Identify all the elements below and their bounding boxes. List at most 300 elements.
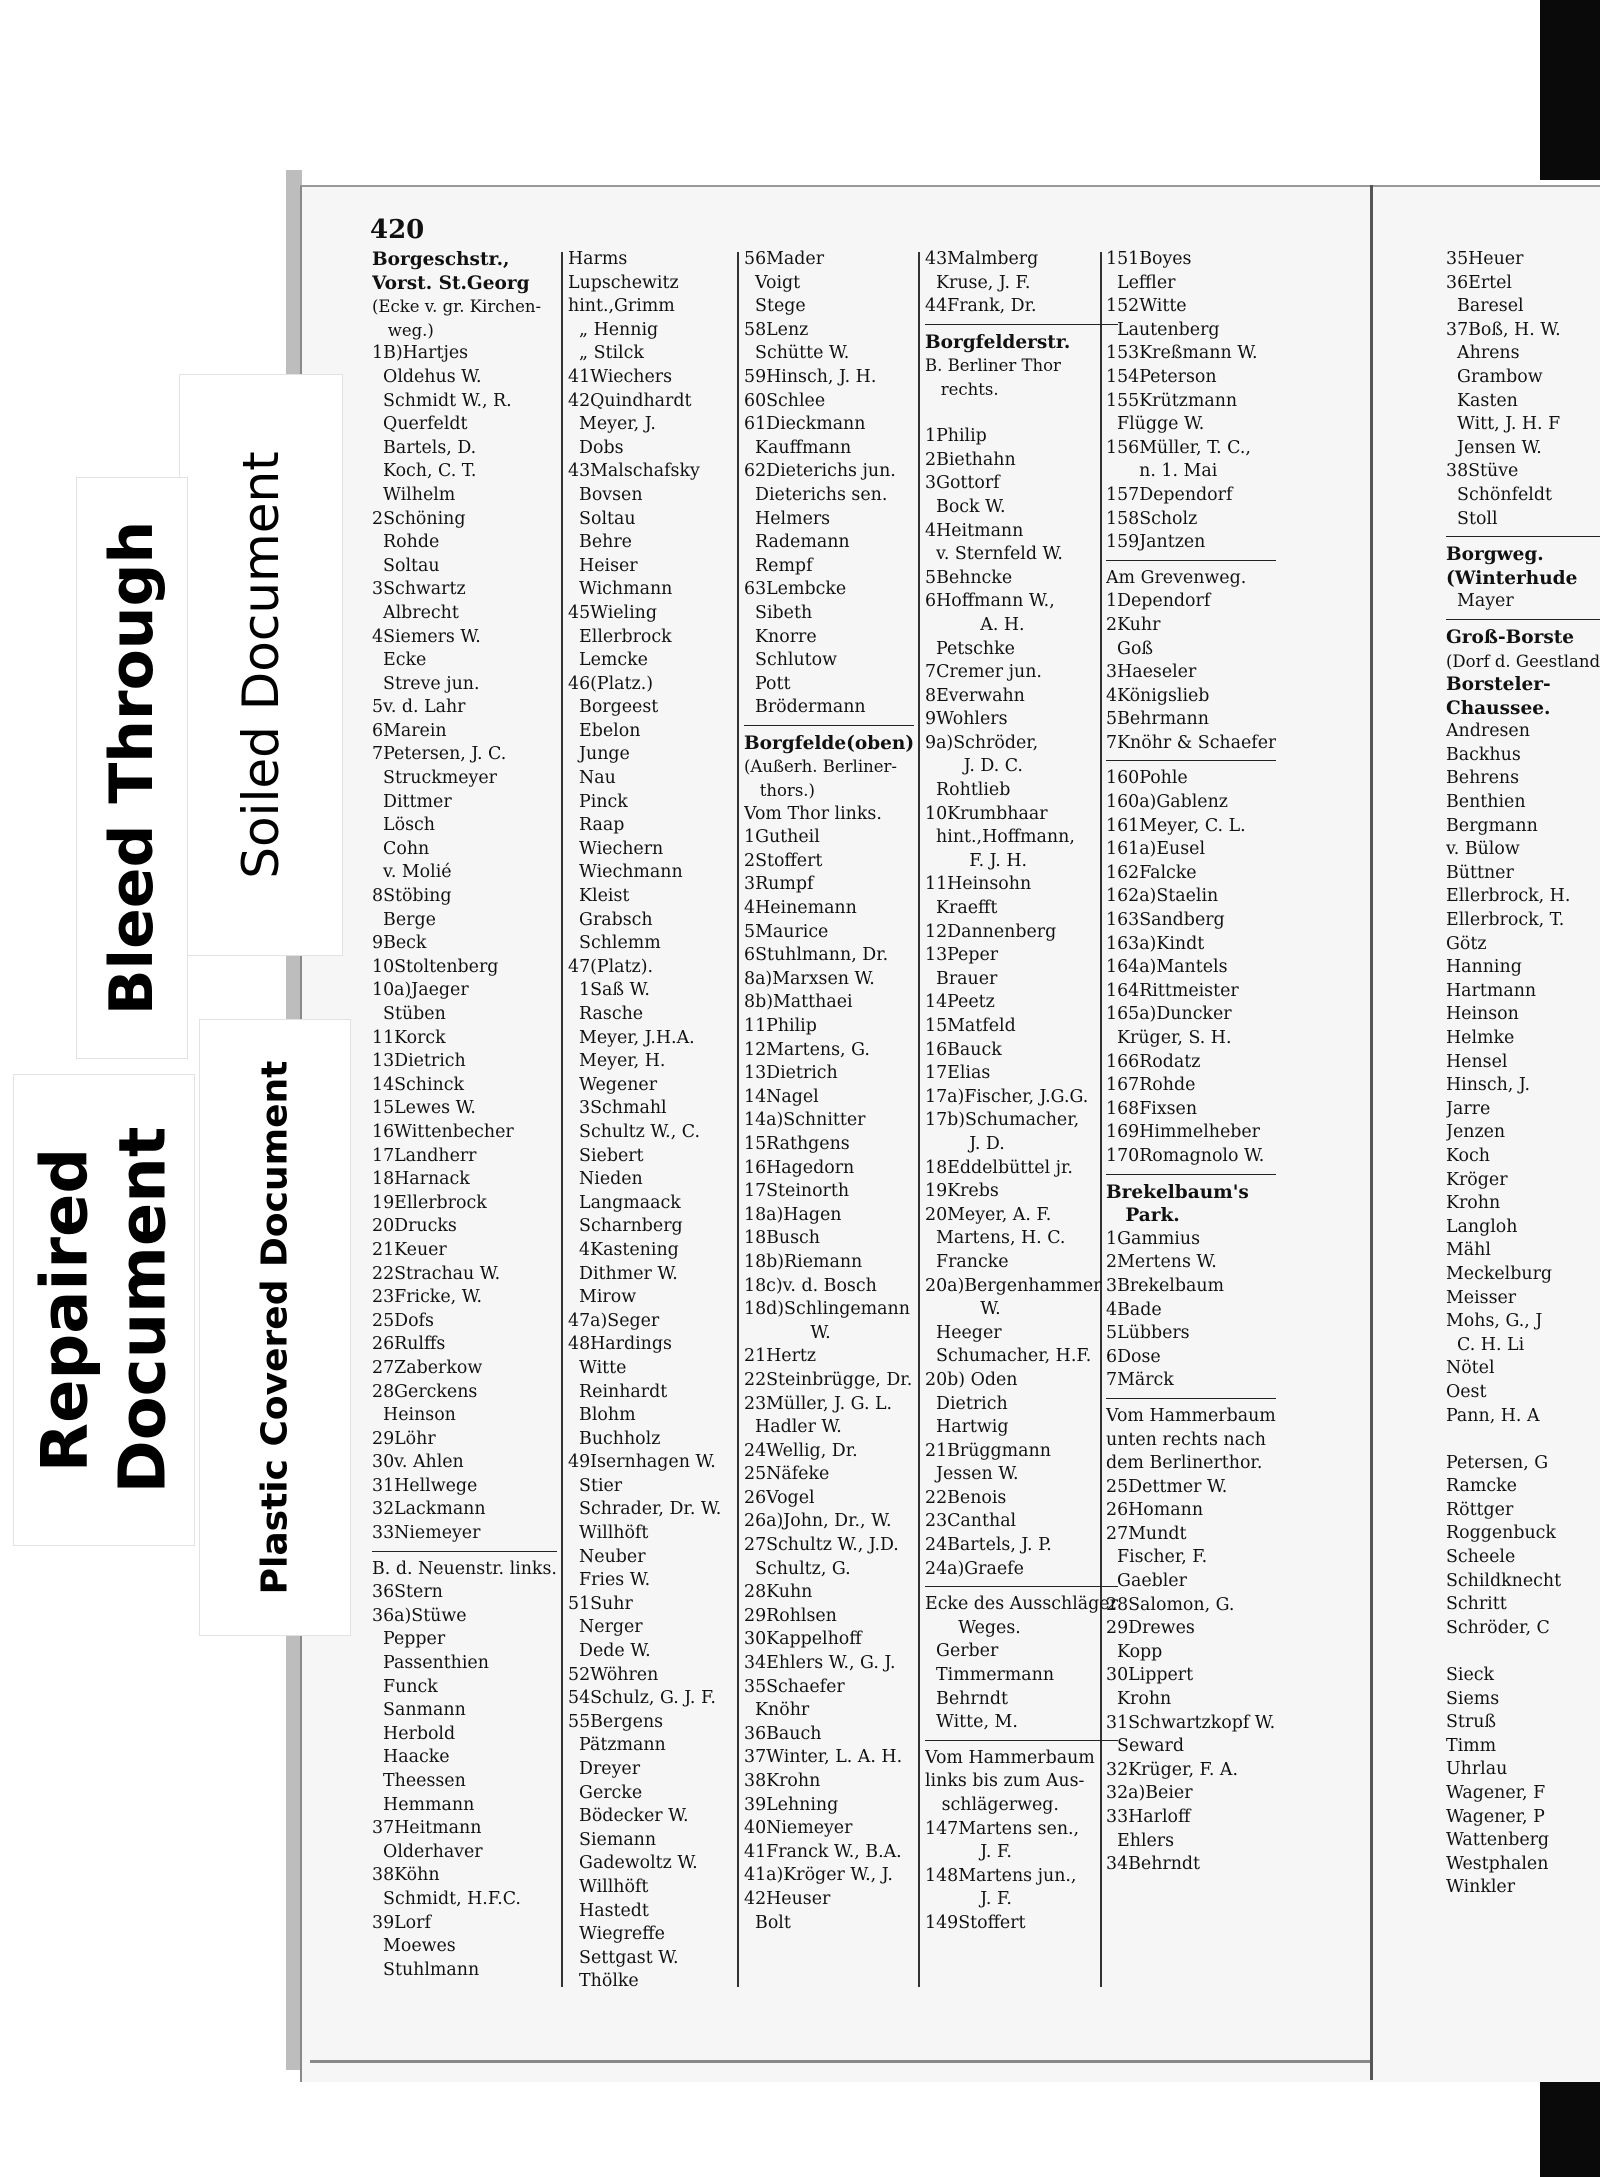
directory-entry: 31Hellwege bbox=[372, 1475, 478, 1496]
directory-entry: 56Mader bbox=[744, 249, 825, 269]
directory-entry: 35Schaefer bbox=[744, 1676, 845, 1697]
directory-entry: Wiechern bbox=[568, 838, 664, 859]
directory-entry: Rohtlieb bbox=[925, 780, 1011, 801]
directory-entry: 43Malmberg bbox=[925, 249, 1039, 269]
section-rule bbox=[925, 1586, 1118, 1587]
directory-entry: Harms bbox=[568, 249, 628, 269]
directory-entry: Kröger bbox=[1446, 1169, 1508, 1190]
directory-entry: Funck bbox=[372, 1676, 438, 1697]
directory-entry: 11Heinsohn bbox=[925, 874, 1032, 895]
directory-entry: Hensel bbox=[1446, 1051, 1508, 1072]
directory-entry: Theessen bbox=[372, 1771, 466, 1791]
directory-entry: 28Kuhn bbox=[744, 1582, 813, 1603]
directory-entry: Grabsch bbox=[568, 909, 653, 930]
directory-entry: 152Witte bbox=[1106, 296, 1187, 317]
column-rule bbox=[737, 252, 739, 1987]
directory-entry: 29Löhr bbox=[372, 1428, 436, 1449]
directory-entry: Schlemm bbox=[568, 933, 661, 954]
directory-entry: Meyer, H. bbox=[568, 1051, 666, 1072]
directory-entry: 36Stern bbox=[372, 1582, 443, 1603]
directory-entry: Nerger bbox=[568, 1617, 643, 1638]
directory-entry: 4Heinemann bbox=[744, 898, 857, 919]
directory-entry: Hemmann bbox=[372, 1794, 475, 1815]
directory-entry: Schröder, C bbox=[1446, 1617, 1550, 1638]
directory-entry: 3Gottorf bbox=[925, 473, 1000, 494]
directory-entry: 41Wiechers bbox=[568, 366, 673, 387]
directory-entry: 21Brüggmann bbox=[925, 1440, 1051, 1461]
directory-entry: 21Keuer bbox=[372, 1239, 447, 1260]
directory-entry: Schildknecht bbox=[1446, 1570, 1562, 1591]
directory-entry: Nieden bbox=[568, 1169, 643, 1190]
directory-entry: J. F. bbox=[925, 1889, 1012, 1910]
directory-entry: Baresel bbox=[1446, 296, 1524, 317]
directory-column bbox=[925, 248, 1118, 1936]
directory-entry: 36Bauch bbox=[744, 1723, 822, 1744]
directory-entry: 149Stoffert bbox=[925, 1912, 1026, 1933]
directory-entry: Witte bbox=[568, 1357, 627, 1378]
label-repaired-line2: Document bbox=[106, 1126, 180, 1494]
directory-entry: 11Philip bbox=[744, 1016, 817, 1036]
directory-entry: 37Boß, H. W. bbox=[1446, 319, 1561, 340]
directory-entry: 26Rulffs bbox=[372, 1334, 446, 1355]
directory-entry: Ellerbrock, H. bbox=[1446, 886, 1571, 907]
directory-entry: Hartwig bbox=[925, 1417, 1009, 1438]
directory-entry: 41Franck W., B.A. bbox=[744, 1841, 902, 1862]
directory-entry: Blohm bbox=[568, 1405, 636, 1426]
directory-entry: Willhöft bbox=[568, 1876, 649, 1897]
directory-entry: 37Heitmann bbox=[372, 1818, 482, 1839]
directory-entry: 54Schulz, G. J. F. bbox=[568, 1688, 716, 1709]
directory-entry: rechts. bbox=[925, 379, 999, 399]
directory-entry: Hastedt bbox=[568, 1900, 649, 1921]
directory-entry: Mayer bbox=[1446, 591, 1514, 612]
directory-entry: 1Gammius bbox=[1106, 1228, 1200, 1249]
directory-entry: 20b) Oden bbox=[925, 1369, 1018, 1390]
directory-entry: 18Busch bbox=[744, 1228, 820, 1249]
binding-strip-top bbox=[1540, 0, 1600, 180]
directory-entry bbox=[1446, 1640, 1600, 1664]
directory-entry: 165a)Duncker bbox=[1106, 1004, 1232, 1025]
directory-entry: Helmers bbox=[744, 508, 831, 529]
directory-entry: 25Näfeke bbox=[744, 1464, 830, 1485]
directory-entry: Ecke bbox=[372, 650, 427, 671]
directory-entry: hint.,Grimm bbox=[568, 296, 675, 317]
directory-entry: 8a)Marxsen W. bbox=[744, 968, 875, 989]
directory-entry: Willhöft bbox=[568, 1523, 649, 1544]
directory-entry: 25Dettmer W. bbox=[1106, 1476, 1228, 1497]
directory-entry: 2Mertens W. bbox=[1106, 1252, 1217, 1273]
directory-entry: 44Frank, Dr. bbox=[925, 296, 1037, 317]
directory-entry: 28Gerckens bbox=[372, 1381, 478, 1402]
directory-entry: Mohs, G., J bbox=[1446, 1311, 1543, 1332]
directory-entry: Pann, H. A bbox=[1446, 1405, 1540, 1426]
directory-entry: Reinhardt bbox=[568, 1381, 668, 1402]
directory-entry: Wattenberg bbox=[1446, 1830, 1550, 1851]
directory-entry: 155Krützmann bbox=[1106, 390, 1238, 411]
directory-entry bbox=[1446, 1428, 1600, 1452]
directory-entry: 46(Platz.) bbox=[568, 673, 654, 694]
street-heading: Borsteler- bbox=[1446, 674, 1551, 696]
directory-entry: 25Dofs bbox=[372, 1310, 434, 1331]
directory-entry: 166Rodatz bbox=[1106, 1051, 1201, 1072]
directory-entry: Rempf bbox=[744, 555, 813, 576]
directory-entry: Thölke bbox=[568, 1971, 639, 1992]
directory-entry: 8Stöbing bbox=[372, 886, 452, 907]
directory-entry: 14Nagel bbox=[744, 1086, 819, 1107]
directory-entry: Ebelon bbox=[568, 720, 641, 741]
directory-entry: Sieck bbox=[1446, 1665, 1495, 1686]
directory-entry: Bock W. bbox=[925, 496, 1006, 517]
directory-entry: Winkler bbox=[1446, 1877, 1516, 1898]
directory-entry: 161Meyer, C. L. bbox=[1106, 815, 1246, 836]
directory-entry: 47(Platz). bbox=[568, 956, 654, 977]
directory-entry: 23Canthal bbox=[925, 1511, 1017, 1532]
directory-entry: 7Cremer jun. bbox=[925, 662, 1042, 683]
directory-entry: 18Eddelbüttel jr. bbox=[925, 1157, 1073, 1178]
street-heading: Borgeschstr., bbox=[372, 249, 510, 270]
directory-column bbox=[372, 248, 557, 1982]
directory-entry: Gadewoltz W. bbox=[568, 1853, 698, 1874]
directory-entry: C. H. Li bbox=[1446, 1334, 1525, 1355]
directory-entry: Scharnberg bbox=[568, 1216, 683, 1237]
directory-entry: Pätzmann bbox=[568, 1735, 666, 1756]
directory-entry: Flügge W. bbox=[1106, 414, 1205, 435]
directory-entry: 62Dieterichs jun. bbox=[744, 461, 896, 482]
street-heading: Borgfelde(oben) bbox=[744, 732, 915, 754]
directory-entry: Backhus bbox=[1446, 744, 1521, 765]
directory-entry: dem Berlinerthor. bbox=[1106, 1453, 1263, 1474]
directory-entry: Grambow bbox=[1446, 366, 1543, 387]
directory-entry: Dobs bbox=[568, 437, 624, 458]
directory-entry: A. H. bbox=[925, 614, 1025, 635]
directory-entry: B. d. Neuenstr. links. bbox=[372, 1558, 557, 1579]
directory-entry: Schultz, G. bbox=[744, 1558, 851, 1579]
directory-entry: Hadler W. bbox=[744, 1417, 842, 1438]
directory-entry: Struß bbox=[1446, 1712, 1497, 1733]
directory-entry: 164Rittmeister bbox=[1106, 980, 1239, 1001]
directory-entry: 18b)Riemann bbox=[744, 1251, 863, 1272]
directory-entry: 1Saß W. bbox=[568, 980, 650, 1001]
directory-entry: 24Bartels, J. P. bbox=[925, 1535, 1052, 1556]
directory-entry: Lösch bbox=[372, 815, 435, 836]
directory-entry: Struckmeyer bbox=[372, 768, 497, 789]
directory-entry: Wiegreffe bbox=[568, 1924, 665, 1945]
directory-entry: Nötel bbox=[1446, 1358, 1495, 1379]
directory-entry: Nau bbox=[568, 768, 616, 789]
directory-entry: Brauer bbox=[925, 968, 998, 989]
directory-entry: 51Suhr bbox=[568, 1593, 633, 1614]
directory-entry: Gerber bbox=[925, 1641, 999, 1662]
directory-entry: 32a)Beier bbox=[1106, 1783, 1193, 1804]
directory-entry: 21Hertz bbox=[744, 1346, 817, 1367]
directory-entry: 156Müller, T. C., bbox=[1106, 437, 1251, 458]
directory-entry: 8Everwahn bbox=[925, 685, 1025, 706]
directory-entry: 49Isernhagen W. bbox=[568, 1452, 716, 1473]
directory-entry: Sanmann bbox=[372, 1700, 466, 1721]
directory-entry: Dieterichs sen. bbox=[744, 484, 888, 505]
directory-entry: Buchholz bbox=[568, 1428, 661, 1449]
section-rule bbox=[1106, 560, 1276, 561]
directory-entry: Heeger bbox=[925, 1322, 1002, 1343]
directory-entry: Knöhr bbox=[744, 1700, 810, 1721]
directory-column bbox=[1446, 248, 1600, 1900]
directory-entry: Jarre bbox=[1446, 1098, 1491, 1119]
directory-entry: Sibeth bbox=[744, 602, 813, 623]
directory-entry: Wilhelm bbox=[372, 484, 456, 505]
directory-entry: 7Petersen, J. C. bbox=[372, 744, 507, 765]
directory-entry: Dede W. bbox=[568, 1641, 651, 1662]
directory-entry: 158Scholz bbox=[1106, 508, 1198, 529]
section-rule bbox=[744, 725, 914, 726]
directory-entry: v. Sternfeld W. bbox=[925, 544, 1063, 565]
directory-entry: 29Rohlsen bbox=[744, 1605, 837, 1626]
directory-entry: 33Niemeyer bbox=[372, 1523, 481, 1544]
directory-entry: Dithmer W. bbox=[568, 1263, 678, 1284]
directory-entry: 160Pohle bbox=[1106, 768, 1188, 789]
directory-column bbox=[1106, 248, 1276, 1877]
directory-entry: 7Knöhr & Schaefer bbox=[1106, 732, 1277, 753]
directory-entry: 48Hardings bbox=[568, 1334, 672, 1355]
directory-entry: (Ecke v. gr. Kirchen- bbox=[372, 297, 542, 317]
street-heading: Borgweg. bbox=[1446, 544, 1544, 566]
directory-entry: Jenzen bbox=[1446, 1122, 1506, 1143]
section-rule bbox=[1106, 760, 1276, 761]
directory-entry: Ellerbrock bbox=[568, 626, 672, 647]
directory-entry: 169Himmelheber bbox=[1106, 1122, 1260, 1143]
directory-entry: 8b)Matthaei bbox=[744, 992, 853, 1013]
directory-entry: Pinck bbox=[568, 791, 628, 812]
directory-entry: 11Korck bbox=[372, 1027, 446, 1048]
street-heading: Vorst. St.Georg bbox=[372, 272, 530, 294]
directory-entry: Meyer, J.H.A. bbox=[568, 1027, 695, 1048]
directory-entry: 24Wellig, Dr. bbox=[744, 1440, 858, 1461]
directory-entry: Roggenbuck bbox=[1446, 1523, 1556, 1544]
directory-entry: Raap bbox=[568, 815, 625, 836]
directory-entry: 13Dietrich bbox=[372, 1051, 466, 1072]
directory-entry: Schrader, Dr. W. bbox=[568, 1499, 722, 1520]
directory-entry: Siems bbox=[1446, 1688, 1500, 1709]
directory-entry: 22Strachau W. bbox=[372, 1263, 501, 1284]
column-rule bbox=[561, 252, 563, 1987]
directory-entry: Haacke bbox=[372, 1747, 450, 1768]
directory-entry: 151Boyes bbox=[1106, 249, 1192, 269]
directory-entry: Behre bbox=[568, 532, 632, 553]
directory-entry: J. F. bbox=[925, 1842, 1012, 1863]
directory-entry: 153Kreßmann W. bbox=[1106, 343, 1258, 364]
directory-entry: 40Niemeyer bbox=[744, 1818, 853, 1839]
directory-entry: 6Dose bbox=[1106, 1346, 1161, 1367]
directory-entry: Am Grevenweg. bbox=[1106, 567, 1247, 588]
directory-entry: Vom Hammerbaum bbox=[1106, 1405, 1276, 1426]
directory-entry: Lemcke bbox=[568, 650, 648, 671]
directory-entry: Stege bbox=[744, 296, 806, 317]
directory-entry: Albrecht bbox=[372, 602, 459, 623]
directory-entry: 168Fixsen bbox=[1106, 1098, 1198, 1119]
directory-entry: 18d)Schlingemann bbox=[744, 1299, 910, 1320]
label-bleed-text: Bleed Through bbox=[97, 520, 168, 1016]
directory-entry: Cohn bbox=[372, 838, 430, 859]
directory-entry: Koch bbox=[1446, 1145, 1490, 1166]
directory-entry: Ramcke bbox=[1446, 1476, 1517, 1497]
directory-entry: 36a)Stüwe bbox=[372, 1605, 467, 1626]
label-repaired-line1: Repaired bbox=[28, 1147, 102, 1473]
section-rule bbox=[1446, 619, 1600, 620]
directory-entry: Schütte W. bbox=[744, 343, 850, 364]
directory-entry: 32Krüger, F. A. bbox=[1106, 1759, 1239, 1780]
directory-entry: Seward bbox=[1106, 1736, 1184, 1757]
directory-entry: 30Lippert bbox=[1106, 1665, 1194, 1686]
directory-entry: Pepper bbox=[372, 1629, 446, 1650]
directory-entry: 157Dependorf bbox=[1106, 484, 1233, 505]
directory-entry: 45Wieling bbox=[568, 602, 658, 623]
directory-entry: Ahrens bbox=[1446, 343, 1520, 364]
directory-entry: Oest bbox=[1446, 1381, 1487, 1402]
directory-entry: Stuhlmann bbox=[372, 1959, 480, 1980]
directory-entry: 162a)Staelin bbox=[1106, 886, 1219, 907]
directory-entry: 5Maurice bbox=[744, 921, 829, 942]
directory-entry: schlägerweg. bbox=[925, 1795, 1059, 1815]
directory-entry: Junge bbox=[568, 744, 630, 765]
directory-entry: 159Jantzen bbox=[1106, 532, 1206, 553]
directory-entry: 2Schöning bbox=[372, 508, 466, 529]
directory-entry: Uhrlau bbox=[1446, 1759, 1508, 1780]
label-bleed-through bbox=[77, 478, 187, 1058]
directory-entry: hint.,Hoffmann, bbox=[925, 827, 1075, 848]
directory-entry: Meckelburg bbox=[1446, 1263, 1553, 1284]
directory-entry: 164a)Mantels bbox=[1106, 957, 1228, 978]
directory-entry: Benthien bbox=[1446, 792, 1526, 813]
directory-entry: 26a)John, Dr., W. bbox=[744, 1511, 892, 1532]
directory-entry: Goß bbox=[1106, 638, 1154, 659]
directory-entry: 38Stüve bbox=[1446, 461, 1519, 482]
directory-entry: 154Peterson bbox=[1106, 366, 1217, 387]
directory-entry: 12Martens, G. bbox=[744, 1039, 870, 1060]
directory-entry: Schönfeldt bbox=[1446, 484, 1552, 505]
directory-entry: 20Drucks bbox=[372, 1216, 457, 1237]
directory-entry: 14Peetz bbox=[925, 992, 995, 1013]
directory-entry: 26Vogel bbox=[744, 1487, 815, 1508]
directory-entry: J. D. bbox=[925, 1133, 1005, 1154]
directory-entry: Kruse, J. F. bbox=[925, 272, 1031, 293]
directory-entry: Jensen W. bbox=[1446, 437, 1542, 458]
directory-entry: Voigt bbox=[744, 272, 801, 293]
directory-entry: Moewes bbox=[372, 1936, 456, 1957]
directory-entry: 20a)Bergenhammer bbox=[925, 1275, 1102, 1296]
directory-entry: 18Harnack bbox=[372, 1169, 470, 1190]
directory-entry: Streve jun. bbox=[372, 673, 480, 694]
directory-entry: 16Bauck bbox=[925, 1039, 1002, 1060]
directory-entry: Dreyer bbox=[568, 1759, 641, 1779]
directory-entry: 15Rathgens bbox=[744, 1133, 850, 1154]
directory-entry: B. Berliner Thor bbox=[925, 356, 1061, 376]
directory-entry: Hanning bbox=[1446, 957, 1522, 978]
directory-entry: 19Ellerbrock bbox=[372, 1192, 487, 1213]
directory-entry: 42Quindhardt bbox=[568, 390, 692, 411]
directory-entry: 47a)Seger bbox=[568, 1310, 660, 1331]
directory-entry: 33Harloff bbox=[1106, 1807, 1191, 1827]
section-rule bbox=[372, 1551, 557, 1552]
street-heading: (Winterhude bbox=[1446, 567, 1578, 589]
directory-entry: Oldehus W. bbox=[372, 366, 482, 387]
directory-entry: Weges. bbox=[925, 1617, 1021, 1638]
directory-entry: 17Elias bbox=[925, 1063, 991, 1084]
directory-entry: Krüger, S. H. bbox=[1106, 1028, 1232, 1048]
directory-entry: 34Behrndt bbox=[1106, 1854, 1201, 1875]
directory-entry: 6Marein bbox=[372, 720, 447, 741]
directory-entry: 147Martens sen., bbox=[925, 1818, 1080, 1839]
directory-entry: Rohde bbox=[372, 532, 440, 553]
directory-entry: Francke bbox=[925, 1251, 1009, 1272]
directory-entry: Stier bbox=[568, 1475, 623, 1496]
directory-entry: Krohn bbox=[1446, 1193, 1501, 1214]
directory-entry: Bödecker W. bbox=[568, 1806, 689, 1827]
directory-entry: Bolt bbox=[744, 1912, 791, 1933]
directory-entry: 41a)Kröger W., J. bbox=[744, 1865, 893, 1886]
directory-entry: 17a)Fischer, J.G.G. bbox=[925, 1086, 1089, 1107]
directory-entry: Behrens bbox=[1446, 768, 1520, 789]
directory-entry: Passenthien bbox=[372, 1653, 489, 1674]
directory-entry: 58Lenz bbox=[744, 319, 809, 340]
directory-entry: weg.) bbox=[372, 320, 434, 340]
directory-entry: Schritt bbox=[1446, 1594, 1507, 1615]
directory-entry: Dietrich bbox=[925, 1393, 1008, 1414]
directory-entry: Kraefft bbox=[925, 898, 998, 919]
directory-entry: Neuber bbox=[568, 1546, 646, 1567]
directory-entry: Fischer, F. bbox=[1106, 1547, 1208, 1568]
directory-entry: Timmermann bbox=[925, 1665, 1055, 1686]
directory-entry: Brödermann bbox=[744, 697, 866, 718]
directory-entry: 23Fricke, W. bbox=[372, 1287, 483, 1308]
directory-entry: Andresen bbox=[1446, 721, 1530, 742]
directory-entry: Petersen, G bbox=[1446, 1452, 1549, 1473]
directory-entry: Ellerbrock, T. bbox=[1446, 910, 1565, 931]
directory-entry: Witt, J. H. F bbox=[1446, 414, 1561, 435]
directory-entry: 7Märck bbox=[1106, 1370, 1174, 1391]
directory-entry: 5Behncke bbox=[925, 567, 1013, 588]
directory-entry: 3Schmahl bbox=[568, 1098, 667, 1119]
directory-entry: Pott bbox=[744, 673, 791, 694]
directory-entry: 4Bade bbox=[1106, 1299, 1162, 1320]
directory-entry: Dittmer bbox=[372, 791, 452, 812]
directory-entry: v. Molié bbox=[372, 862, 452, 883]
directory-entry: Vom Hammerbaum bbox=[925, 1747, 1095, 1768]
directory-entry: 5Behrmann bbox=[1106, 709, 1209, 730]
directory-entry: 6Hoffmann W., bbox=[925, 591, 1055, 612]
directory-entry: 162Falcke bbox=[1106, 862, 1197, 883]
page-number: 420 bbox=[370, 215, 425, 245]
directory-entry: Schmidt W., R. bbox=[372, 390, 512, 411]
directory-entry: Helmke bbox=[1446, 1028, 1515, 1048]
directory-entry: Kauffmann bbox=[744, 437, 852, 458]
directory-entry: 31Schwartzkopf W. bbox=[1106, 1712, 1276, 1733]
directory-entry: links bis zum Aus- bbox=[925, 1771, 1085, 1792]
directory-entry: 1Gutheil bbox=[744, 827, 820, 848]
section-rule bbox=[1446, 536, 1600, 537]
section-rule bbox=[925, 324, 1118, 325]
directory-entry: 19Krebs bbox=[925, 1181, 999, 1202]
directory-entry: 12Dannenberg bbox=[925, 921, 1057, 942]
directory-entry: Kleist bbox=[568, 886, 630, 907]
directory-entry: 34Ehlers W., G. J. bbox=[744, 1653, 896, 1674]
directory-entry: Jessen W. bbox=[925, 1464, 1019, 1485]
directory-entry: Borgeest bbox=[568, 697, 659, 718]
directory-entry: 22Benois bbox=[925, 1487, 1007, 1508]
directory-entry: Röttger bbox=[1446, 1499, 1514, 1520]
directory-entry: 3Brekelbaum bbox=[1106, 1275, 1225, 1296]
page-bottom-edge bbox=[310, 2060, 1370, 2063]
directory-entry: 4Heitmann bbox=[925, 520, 1024, 541]
directory-entry: Bergmann bbox=[1446, 815, 1538, 836]
